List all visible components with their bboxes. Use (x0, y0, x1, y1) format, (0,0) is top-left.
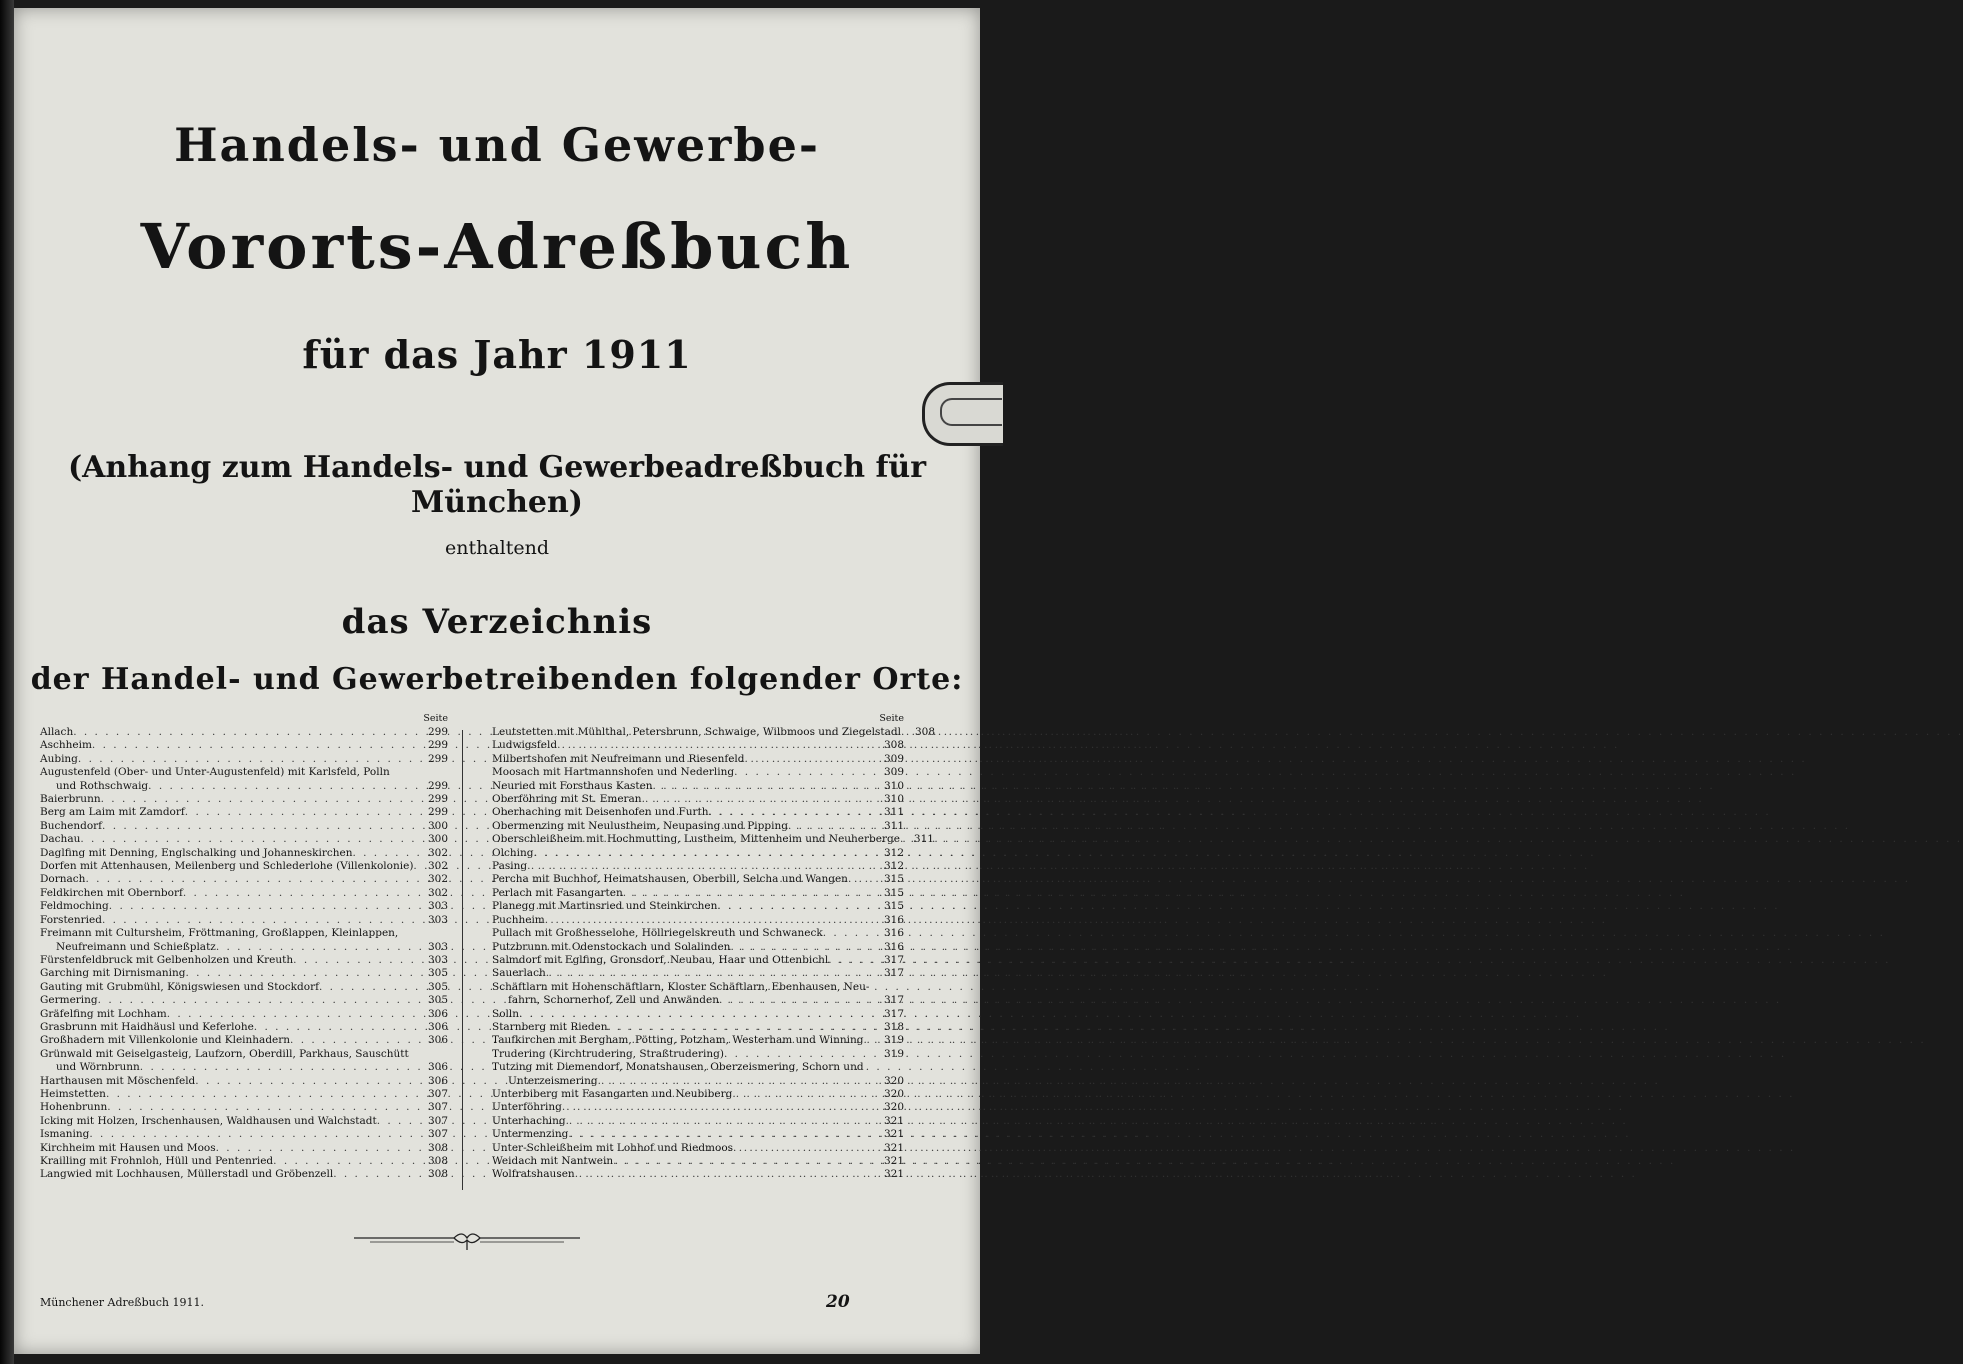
place-page-number: 320 (883, 1074, 904, 1087)
place-entry (40, 1021, 448, 1034)
place-entry (40, 806, 448, 819)
place-entry (492, 1128, 904, 1141)
place-entry (40, 847, 448, 860)
place-entry (492, 1155, 904, 1168)
place-entry (492, 941, 904, 954)
place-page-number: 299 (427, 752, 448, 765)
place-entry (492, 887, 904, 900)
place-page-number: 303 (427, 913, 448, 926)
place-entry (40, 873, 448, 886)
place-entry (492, 820, 904, 833)
place-name: Salmdorf mit Eglfing, Gronsdorf, Neubau, Haar und Ottenbichl (492, 953, 829, 966)
leader-dots (273, 1155, 418, 1168)
place-entry (40, 941, 448, 954)
place-entry (40, 1061, 448, 1074)
place-page-number: 311 (883, 806, 904, 819)
place-page-number: 321 (883, 1168, 904, 1181)
place-page-number: 316 (883, 940, 904, 953)
place-entry (40, 954, 448, 967)
place-entry (40, 739, 448, 752)
leader-dots (546, 967, 874, 980)
leader-dots (89, 1128, 418, 1141)
place-entry (492, 780, 904, 793)
place-entry (40, 967, 448, 980)
place-page-number: 307 (427, 1087, 448, 1100)
place-name: Ludwigsfeld (492, 739, 558, 752)
leader-dots (186, 967, 419, 980)
place-name: Dachau (40, 833, 81, 846)
place-entry (492, 1101, 904, 1114)
leader-dots (724, 1048, 874, 1061)
place-name: Feldkirchen mit Obernborf (40, 886, 183, 899)
place-entry (492, 766, 904, 779)
place-page-number: 299 (427, 739, 448, 752)
title-line-2: Vororts-Adreßbuch (140, 210, 854, 283)
place-entry (492, 1021, 904, 1034)
place-name: Unter-Schleißheim mit Lohhof und Riedmoos (492, 1141, 734, 1154)
leader-dots (109, 900, 418, 913)
leader-dots (148, 780, 418, 793)
place-name: Grasbrunn mit Haidhäusl und Keferlohe (40, 1020, 254, 1033)
place-name: Dornach (40, 873, 86, 886)
place-name: Moosach mit Hartmannshofen und Nederling (492, 766, 735, 779)
place-page-number: 307 (427, 1114, 448, 1127)
place-entry (492, 1034, 904, 1047)
place-entry (40, 900, 448, 913)
place-name: und Wörnbrunn (56, 1061, 140, 1074)
place-page-number: 311 (883, 819, 904, 832)
leader-dots (80, 833, 418, 846)
place-name: Neuried mit Forsthaus Kasten (492, 779, 653, 792)
leader-dots (140, 1061, 418, 1074)
place-name: Percha mit Buchhof, Heimatshausen, Oberbill, Selcha und Wangen (492, 873, 848, 886)
title-places-heading: der Handel- und Gewerbetreibenden folgender Orte: (30, 662, 964, 697)
place-page-number: 300 (427, 819, 448, 832)
place-name: Germering (40, 994, 98, 1007)
leader-dots (107, 1101, 418, 1114)
place-name: Perlach mit Fasangarten (492, 886, 623, 899)
leader-dots (106, 1088, 418, 1101)
place-name: Unterhaching (492, 1114, 566, 1127)
leader-dots (598, 1075, 874, 1088)
leader-dots (293, 954, 418, 967)
leader-dots (533, 847, 874, 860)
place-name: Buchendorf (40, 819, 103, 832)
place-page-number: 320 (883, 1087, 904, 1100)
place-page-number: 310 (883, 793, 904, 806)
place-page-number: 302 (427, 873, 448, 886)
place-page-number: 321 (883, 1141, 904, 1154)
leader-dots (568, 1128, 874, 1141)
place-name: und Rothschwaig (56, 779, 149, 792)
place-page-number: 308 (914, 726, 935, 738)
place-page-number: 306 (427, 1020, 448, 1033)
leader-dots (613, 1155, 874, 1168)
place-page-number: 320 (883, 1101, 904, 1114)
place-name: Leutstetten mit Mühlthal, Petersbrunn, Schwaige, Wilbmoos und Ziegelstadl (492, 726, 901, 738)
place-entry (40, 833, 448, 846)
leader-dots (73, 726, 418, 739)
place-name: Taufkirchen mit Bergham, Pötting, Potzham, Westerham und Winning (492, 1034, 864, 1047)
place-name: Gräfelfing mit Lochham (40, 1007, 167, 1020)
place-page-number: 299 (427, 726, 448, 738)
place-page-number: 319 (883, 1034, 904, 1047)
leader-dots (545, 914, 874, 927)
place-name: Feldmoching (40, 900, 109, 913)
place-name: Unterbiberg mit Fasangarten und Neubiberg (492, 1087, 733, 1100)
place-name: Fürstenfeldbruck mit Gelbenholzen und Kreuth (40, 953, 294, 966)
place-name: Oberhaching mit Deisenhofen und Furth (492, 806, 709, 819)
page-column-heading: Seite (879, 713, 904, 724)
place-entry (40, 1101, 448, 1114)
place-name: Unterzeismering (508, 1074, 598, 1087)
place-page-number: 305 (427, 980, 448, 993)
place-entry (492, 994, 904, 1007)
leader-dots (92, 739, 418, 752)
place-name: Obermenzing mit Neulustheim, Neupasing und Pipping (492, 819, 788, 832)
place-name: Aubing (40, 752, 78, 765)
place-entry (492, 1075, 904, 1088)
place-page-number: 309 (883, 766, 904, 779)
place-page-number: 312 (883, 846, 904, 859)
place-entry (40, 1075, 448, 1088)
place-page-number: 309 (883, 752, 904, 765)
title-line-1: Handels- und Gewerbe- (174, 118, 820, 172)
place-name: Puchheim (492, 913, 545, 926)
place-name: Freimann mit Cultursheim, Fröttmaning, Großlappen, Kleinlappen, (40, 927, 399, 940)
place-entry (492, 1168, 904, 1181)
place-name: Dorfen mit Attenhausen, Meilenberg und Schlederlohe (Villenkolonie) (40, 860, 414, 873)
leader-dots (709, 806, 874, 819)
place-name: Solln (492, 1007, 519, 1020)
place-entry (492, 927, 904, 940)
place-entry (492, 793, 904, 806)
place-name: Unterföhring (492, 1101, 562, 1114)
place-name: Starnberg mit Rieden (492, 1020, 608, 1033)
page-column-heading: Seite (423, 713, 448, 724)
leader-dots (254, 1021, 418, 1034)
place-name: Tutzing mit Diemendorf, Monatshausen, Oberzeismering, Schorn und (492, 1061, 864, 1074)
leader-dots (102, 914, 418, 927)
place-entry (40, 860, 448, 873)
places-column-right (492, 712, 935, 1182)
place-name: Weidach mit Nantwein (492, 1155, 614, 1167)
place-name: Aschheim (40, 739, 92, 752)
place-name: Heimstetten (40, 1087, 106, 1100)
leader-dots (557, 739, 874, 752)
place-page-number: 300 (427, 833, 448, 846)
place-entry (40, 887, 448, 900)
place-entry (492, 1115, 904, 1128)
place-page-number: 299 (427, 779, 448, 792)
place-name: Kirchheim mit Hausen und Moos (40, 1141, 216, 1154)
place-entry (40, 1115, 448, 1128)
leader-dots (319, 981, 418, 994)
place-entry (492, 806, 904, 819)
place-name: Pullach mit Großhesselohe, Höllriegelskreuth und Schwaneck (492, 927, 823, 940)
leader-dots (183, 887, 418, 900)
place-name: Planegg mit Martinsried und Steinkirchen (492, 900, 718, 913)
leader-dots (85, 873, 418, 886)
place-page-number: 305 (427, 967, 448, 980)
leader-dots (717, 900, 874, 913)
place-name: fahrn, Schornerhof, Zell und Anwänden (508, 994, 720, 1007)
binder-clip-inner (940, 398, 1002, 426)
leader-dots (719, 994, 874, 1007)
place-page-number: 317 (883, 967, 904, 980)
leader-dots (78, 753, 418, 766)
place-entry (40, 1168, 448, 1181)
place-entry (40, 793, 448, 806)
place-name: Krailling mit Frohnloh, Hüll und Pentenried (40, 1155, 274, 1167)
place-entry (40, 1155, 448, 1168)
leader-dots (828, 954, 874, 967)
leader-dots (562, 1101, 874, 1114)
place-entry (40, 1008, 448, 1021)
place-page-number: 315 (883, 900, 904, 913)
place-name: Putzbrunn mit Odenstockach und Solalinden (492, 940, 731, 953)
place-page-number: 319 (883, 1047, 904, 1060)
leader-dots (101, 793, 418, 806)
place-name: Ismaning (40, 1128, 90, 1141)
leader-dots (185, 806, 418, 819)
place-entry (492, 753, 904, 766)
place-entry (492, 900, 904, 913)
place-entry (40, 981, 448, 994)
leader-dots (745, 753, 874, 766)
place-page-number: 317 (883, 1007, 904, 1020)
place-page-number: 302 (427, 886, 448, 899)
leader-dots (608, 1021, 874, 1034)
place-entry (40, 780, 448, 793)
leader-dots (216, 1142, 418, 1155)
leader-dots (575, 1168, 874, 1181)
place-entry (40, 994, 448, 1007)
place-name: Garching mit Dirnismaning (40, 967, 186, 980)
place-page-number: 307 (427, 1128, 448, 1141)
leader-dots (216, 941, 418, 954)
column-divider (462, 730, 463, 1190)
place-name: Oberschleißheim mit Hochmutting, Lustheim, Mittenheim und Neuherberge (492, 833, 900, 846)
place-page-number: 308 (883, 739, 904, 752)
place-name: Langwied mit Lochhausen, Müllerstadl und Gröbenzell (40, 1168, 334, 1181)
place-entry (492, 873, 904, 886)
place-page-number: 315 (883, 873, 904, 886)
leader-dots (519, 1008, 874, 1021)
place-page-number: 311 (913, 833, 934, 846)
place-name: Forstenried (40, 913, 102, 926)
leader-dots (352, 847, 418, 860)
place-name: Hohenbrunn (40, 1101, 108, 1114)
leader-dots (733, 1142, 874, 1155)
leader-dots (527, 860, 874, 873)
place-entry (492, 847, 904, 860)
place-entry (40, 1088, 448, 1101)
place-name: Olching (492, 846, 534, 859)
place-entry (492, 967, 904, 980)
title-directory: das Verzeichnis (341, 602, 653, 642)
book-binding (0, 0, 14, 1364)
leader-dots (642, 793, 874, 806)
place-name: Augustenfeld (Ober- und Unter-Augustenfeld) mit Karlsfeld, Polln (40, 766, 390, 779)
place-page-number: 308 (427, 1155, 448, 1167)
place-page-number: 302 (427, 846, 448, 859)
place-page-number: 321 (883, 1128, 904, 1141)
leader-dots (623, 887, 874, 900)
place-name: Pasing (492, 860, 528, 873)
place-name: Milbertshofen mit Neufreimann und Riesenfeld (492, 752, 745, 765)
leader-dots (167, 1008, 418, 1021)
place-page-number: 303 (427, 900, 448, 913)
place-name: Sauerlach (492, 967, 546, 980)
place-entry (40, 766, 448, 779)
page-number: 20 (826, 1292, 850, 1312)
place-entry (492, 833, 934, 846)
leader-dots (864, 1034, 875, 1047)
place-name: Trudering (Kirchtrudering, Straßtrudering) (492, 1047, 724, 1060)
place-entry (40, 726, 448, 739)
place-page-number: 312 (883, 860, 904, 873)
place-page-number: 302 (427, 860, 448, 873)
place-name: Gauting mit Grubmühl, Königswiesen und Stockdorf (40, 980, 319, 993)
place-entry (40, 914, 448, 927)
place-entry (492, 1088, 904, 1101)
place-name: Icking mit Holzen, Irschenhausen, Waldhausen und Walchstadt (40, 1114, 377, 1127)
place-entry (492, 726, 935, 739)
leader-dots (102, 820, 418, 833)
place-page-number: 303 (427, 940, 448, 953)
leader-dots (734, 766, 874, 779)
place-name: Berg am Laim mit Zamdorf (40, 806, 185, 819)
place-name: Baierbrunn (40, 793, 101, 806)
leader-dots (788, 820, 874, 833)
place-page-number: 306 (427, 1061, 448, 1074)
leader-dots (377, 1115, 418, 1128)
place-name: Harthausen mit Möschenfeld (40, 1074, 196, 1087)
leader-dots (290, 1034, 418, 1047)
place-page-number: 299 (427, 806, 448, 819)
place-name: Allach (40, 726, 74, 738)
place-page-number: 315 (883, 886, 904, 899)
place-page-number: 306 (427, 1074, 448, 1087)
footer-publication: Münchener Adreßbuch 1911. (40, 1296, 204, 1309)
leader-dots (848, 873, 874, 886)
title-year: für das Jahr 1911 (302, 332, 692, 377)
place-entry (40, 1034, 448, 1047)
leader-dots (98, 994, 418, 1007)
place-entry (492, 739, 904, 752)
place-entry (492, 914, 904, 927)
place-page-number: 317 (883, 953, 904, 966)
places-column-left (40, 712, 448, 1182)
place-page-number: 307 (427, 1101, 448, 1114)
place-entry (40, 1048, 448, 1061)
leader-dots (653, 780, 874, 793)
place-entry (40, 1128, 448, 1141)
place-page-number: 321 (883, 1155, 904, 1167)
place-page-number: 303 (427, 953, 448, 966)
place-name: Daglfing mit Denning, Englschalking und Johanneskirchen (40, 846, 353, 859)
place-entry (492, 1061, 904, 1074)
place-entry (40, 927, 448, 940)
place-name: Neufreimann und Schießplatz (56, 940, 216, 953)
leader-dots (823, 927, 874, 940)
leader-dots (566, 1115, 874, 1128)
place-page-number: 316 (883, 913, 904, 926)
leader-dots (333, 1168, 418, 1181)
place-entry (492, 1048, 904, 1061)
place-name: Schäftlarn mit Hohenschäftlarn, Kloster Schäftlarn, Ebenhausen, Neu- (492, 980, 870, 993)
place-page-number: 316 (883, 927, 904, 940)
place-page-number: 306 (427, 1034, 448, 1047)
place-entry (40, 1142, 448, 1155)
ornament-divider (350, 1226, 584, 1256)
place-entry (40, 753, 448, 766)
place-entry (492, 954, 904, 967)
place-name: Wolfratshausen (492, 1168, 575, 1181)
place-entry (492, 860, 904, 873)
place-entry (40, 820, 448, 833)
place-page-number: 308 (427, 1141, 448, 1154)
place-page-number: 318 (883, 1020, 904, 1033)
place-entry (492, 1142, 904, 1155)
place-page-number: 305 (427, 994, 448, 1007)
leader-dots (730, 941, 874, 954)
place-entry (492, 981, 904, 994)
place-name: Untermenzing (492, 1128, 569, 1141)
place-name: Oberföhring mit St. Emeran (492, 793, 642, 806)
place-page-number: 310 (883, 779, 904, 792)
place-page-number: 317 (883, 994, 904, 1007)
place-name: Grünwald mit Geiselgasteig, Laufzorn, Oberdill, Parkhaus, Sauschütt (40, 1047, 409, 1060)
place-name: Großhadern mit Villenkolonie und Kleinhadern (40, 1034, 291, 1047)
title-containing: enthaltend (444, 537, 550, 559)
leader-dots (732, 1088, 874, 1101)
place-page-number: 308 (427, 1168, 448, 1181)
place-page-number: 306 (427, 1007, 448, 1020)
place-page-number: 321 (883, 1114, 904, 1127)
leader-dots (195, 1075, 418, 1088)
place-entry (492, 1008, 904, 1021)
title-appendix-note: (Anhang zum Handels- und Gewerbeadreßbuch für München) (67, 450, 927, 520)
place-page-number: 299 (427, 793, 448, 806)
